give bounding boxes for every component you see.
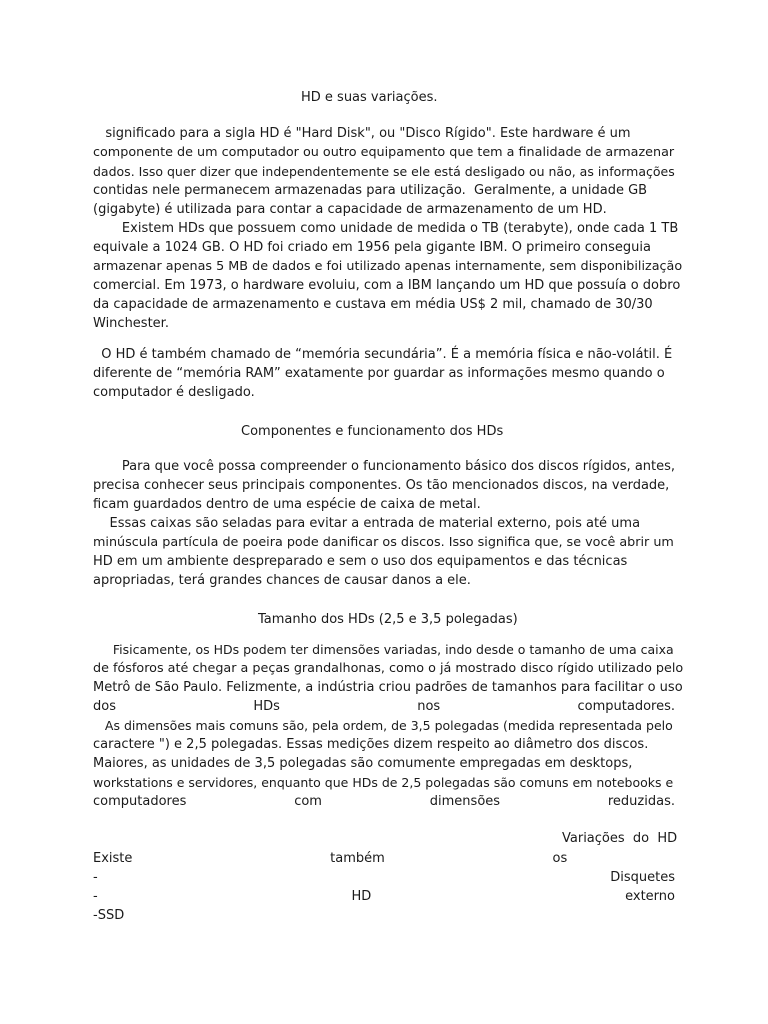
word: nos xyxy=(417,699,441,714)
document-title: HD e suas variações. xyxy=(301,90,438,105)
paragraph-line: HD em um ambiente despreparado e sem o uso dos equipamentos e das técnicas xyxy=(93,554,628,569)
section-heading: Variações do HD xyxy=(562,831,678,846)
word: dos xyxy=(93,699,116,714)
word: externo xyxy=(625,889,675,904)
word: HD xyxy=(351,889,372,904)
paragraph-line: precisa conhecer seus principais componentes. Os tão mencionados discos, na verdade, xyxy=(93,478,670,493)
word: - xyxy=(93,870,98,885)
word: computadores xyxy=(93,794,187,809)
word: reduzidas. xyxy=(607,794,675,809)
paragraph-line: (gigabyte) é utilizada para contar a capacidade de armazenamento de um HD. xyxy=(93,202,607,217)
section-heading: Tamanho dos HDs (2,5 e 3,5 polegadas) xyxy=(258,612,518,627)
paragraph-line: armazenar apenas 5 MB de dados e foi utilizado apenas internamente, sem disponibilização xyxy=(93,259,683,274)
paragraph-line: dados. Isso quer dizer que independentemente se ele está desligado ou não, as informações xyxy=(93,164,675,179)
paragraph-line: componente de um computador ou outro equipamento que tem a finalidade de armazenar xyxy=(93,145,675,160)
paragraph-line: da capacidade de armazenamento e custava em média US$ 2 mil, chamado de 30/30 xyxy=(93,297,653,312)
word: com xyxy=(294,794,322,809)
paragraph-line: Fisicamente, os HDs podem ter dimensões variadas, indo desde o tamanho de uma caixa xyxy=(93,642,674,657)
word: os xyxy=(552,851,568,866)
word: HDs xyxy=(253,699,280,714)
paragraph-line: minúscula partícula de poeira pode danificar os discos. Isso significa que, se você abrir um xyxy=(93,535,674,550)
justified-line xyxy=(93,792,675,811)
paragraph-line: O HD é também chamado de “memória secundária”. É a memória física e não-volátil. É xyxy=(93,347,673,362)
paragraph-line: Essas caixas são seladas para evitar a entrada de material externo, pois até uma xyxy=(93,516,641,531)
paragraph-line: As dimensões mais comuns são, pela ordem, de 3,5 polegadas (medida representada pelo xyxy=(93,718,673,733)
section-heading: Componentes e funcionamento dos HDs xyxy=(241,424,504,439)
paragraph-line: Winchester. xyxy=(93,316,169,331)
paragraph-line: Maiores, as unidades de 3,5 polegadas são comumente empregadas em desktops, xyxy=(93,756,633,771)
paragraph-line: workstations e servidores, enquanto que HDs de 2,5 polegadas são comuns em notebooks e xyxy=(93,775,674,790)
paragraph-line: apropriadas, terá grandes chances de causar danos a ele. xyxy=(93,573,471,588)
paragraph-line: de fósforos até chegar a peças grandalhonas, como o já mostrado disco rígido utilizado pelo xyxy=(93,661,684,676)
paragraph-line: diferente de “memória RAM” exatamente por guardar as informações mesmo quando o xyxy=(93,366,665,381)
paragraph-line: contidas nele permanecem armazenadas para utilização. Geralmente, a unidade GB xyxy=(93,183,648,198)
justified-line xyxy=(93,887,675,906)
justified-line xyxy=(93,868,675,887)
paragraph-line: significado para a sigla HD é "Hard Disk", ou "Disco Rígido". Este hardware é um xyxy=(93,126,631,141)
paragraph-line: Existem HDs que possuem como unidade de medida o TB (terabyte), onde cada 1 TB xyxy=(93,221,679,236)
word: Existe xyxy=(93,851,133,866)
paragraph-line: equivale a 1024 GB. O HD foi criado em 1956 pela gigante IBM. O primeiro conseguia xyxy=(93,240,651,255)
word: Disquetes xyxy=(610,870,675,885)
word: dimensões xyxy=(429,794,501,809)
paragraph-line: Metrô de São Paulo. Felizmente, a indústria criou padrões de tamanhos para facilitar o uso xyxy=(93,680,683,695)
paragraph-line: caractere ") e 2,5 polegadas. Essas medições dizem respeito ao diâmetro dos discos. xyxy=(93,737,649,752)
paragraph-line: computador é desligado. xyxy=(93,385,255,400)
paragraph-line: -SSD xyxy=(93,908,125,923)
paragraph-line: Para que você possa compreender o funcionamento básico dos discos rígidos, antes, xyxy=(93,459,676,474)
paragraph-line: comercial. Em 1973, o hardware evoluiu, com a IBM lançando um HD que possuía o dobro xyxy=(93,278,681,293)
justified-line xyxy=(93,849,675,868)
word: - xyxy=(93,889,98,904)
justified-line xyxy=(93,697,675,716)
word: computadores. xyxy=(577,699,675,714)
paragraph-line: ficam guardados dentro de uma espécie de caixa de metal. xyxy=(93,497,481,512)
word: também xyxy=(330,851,385,866)
